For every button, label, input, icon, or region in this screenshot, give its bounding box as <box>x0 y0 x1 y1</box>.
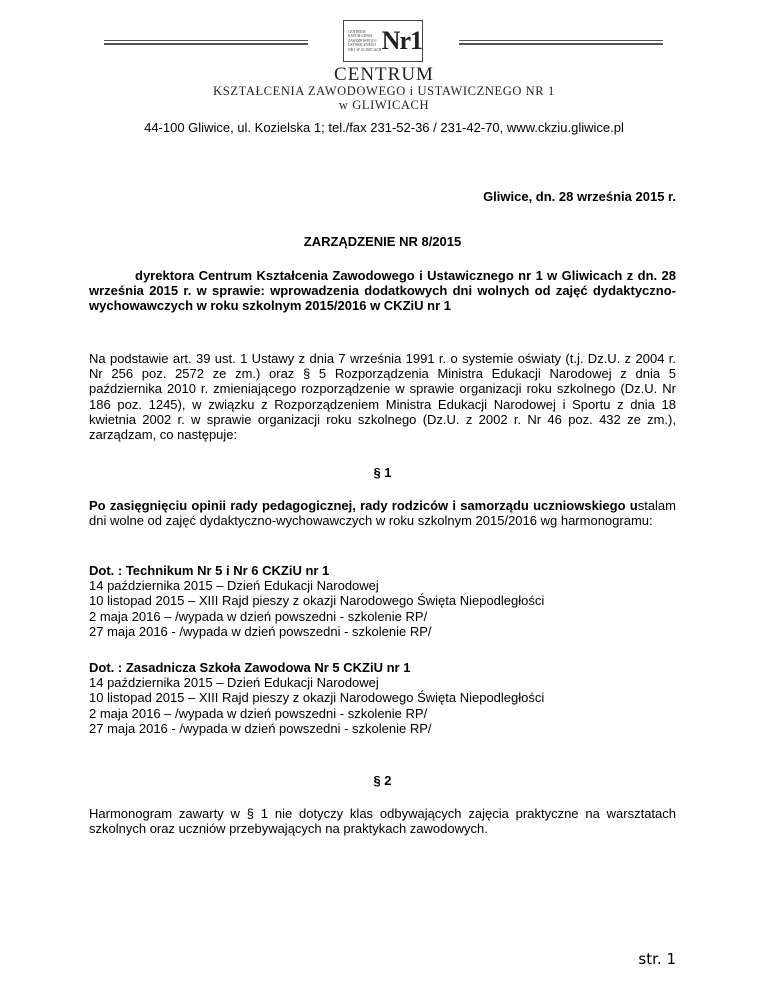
schedule-heading: Dot. : Zasadnicza Szkoła Zawodowa Nr 5 CKZiU nr 1 <box>89 660 411 675</box>
logo-big-text: Nr1 <box>381 26 422 55</box>
section-2-heading: § 2 <box>373 773 392 788</box>
schedule-item: 2 maja 2016 – /wypada w dzień powszedni - szkolenie RP/ <box>89 608 428 624</box>
header-rule-left <box>104 40 308 45</box>
schedule-item: 10 listopad 2015 – XIII Rajd pieszy z okazji Narodowego Święta Niepodległości <box>89 593 545 609</box>
schedule-item: 14 października 2015 – Dzień Edukacji Narodowej <box>89 578 379 594</box>
schedule-zsz <box>89 660 676 736</box>
section-1-intro-bold: Po zasięgnięciu opinii rady pedagogicznej, rady rodziców i samorządu uczniowskiego u <box>89 498 638 513</box>
logo-small-text: CENTRUM KSZTAŁCENIA ZAWODOWEGO I USTAWICZNEGO NR 1 W GLIWICACH <box>348 29 382 52</box>
institution-address: 44-100 Gliwice, ul. Kozielska 1; tel./fax 231-52-36 / 231-42-70, www.ckziu.gliwice.pl <box>144 120 624 135</box>
page-number: str. 1 <box>638 950 676 968</box>
schedule-item: 2 maja 2016 – /wypada w dzień powszedni - szkolenie RP/ <box>89 705 428 721</box>
institution-title: CENTRUM <box>334 64 434 85</box>
section-1-intro-rest: stalam dni wolne od zajęć dydaktyczno-wychowawczych w roku szkolnym 2015/2016 wg harmonogramu: <box>89 498 676 529</box>
schedule-heading: Dot. : Technikum Nr 5 i Nr 6 CKZiU nr 1 <box>89 563 330 578</box>
school-logo <box>343 20 423 62</box>
place-date: Gliwice, dn. 28 września 2015 r. <box>483 189 676 204</box>
schedule-item: 14 października 2015 – Dzień Edukacji Narodowej <box>89 675 379 691</box>
schedule-item: 27 maja 2016 - /wypada w dzień powszedni - szkolenie RP/ <box>89 720 432 736</box>
header-rule-right <box>459 40 663 45</box>
schedule-item: 27 maja 2016 - /wypada w dzień powszedni - szkolenie RP/ <box>89 623 432 639</box>
section-1-heading: § 1 <box>373 465 392 480</box>
section-1-intro <box>89 498 676 528</box>
schedule-item: 10 listopad 2015 – XIII Rajd pieszy z okazji Narodowego Święta Niepodległości <box>89 690 545 706</box>
institution-city: w GLIWICACH <box>338 98 430 112</box>
document-subject: dyrektora Centrum Kształcenia Zawodowego i Ustawicznego nr 1 w Gliwicach z dn. 28 września 2015 r. w sprawie: wprowadzenia dodatkowych dni wolnych od zajęć dydaktyczno-wychowawczych w roku szkolnym 2015/2016 w CKZiU nr 1 <box>89 268 676 314</box>
section-2-text: Harmonogram zawarty w § 1 nie dotyczy klas odbywających zajęcia praktyczne na warsztatach szkolnych oraz uczniów przebywających na praktykach zawodowych. <box>89 806 676 837</box>
schedule-technikum <box>89 563 676 639</box>
legal-basis: Na podstawie art. 39 ust. 1 Ustawy z dnia 7 września 1991 r. o systemie oświaty (t.j. Dz.U. z 2004 r. Nr 256 poz. 2572 ze zm.) oraz § 5 Rozporządzenia Ministra Edukacji Narodowej z dnia 5 października 2010 r. zmieniającego rozporządzenie w sprawie organizacji roku szkolnego (Dz.U. Nr 186 poz. 1245), w związku z Rozporządzeniem Ministra Edukacji Narodowej i Sportu z dnia 18 kwietnia 2002 r. w sprawie organizacji roku szkolnego (Dz.U. z 2002 r. Nr 46 poz. 432 ze zm.), zarządzam, co następuje: <box>89 351 676 443</box>
institution-subtitle: KSZTAŁCENIA ZAWODOWEGO i USTAWICZNEGO NR 1 <box>213 84 555 98</box>
document-title: ZARZĄDZENIE NR 8/2015 <box>303 234 462 249</box>
